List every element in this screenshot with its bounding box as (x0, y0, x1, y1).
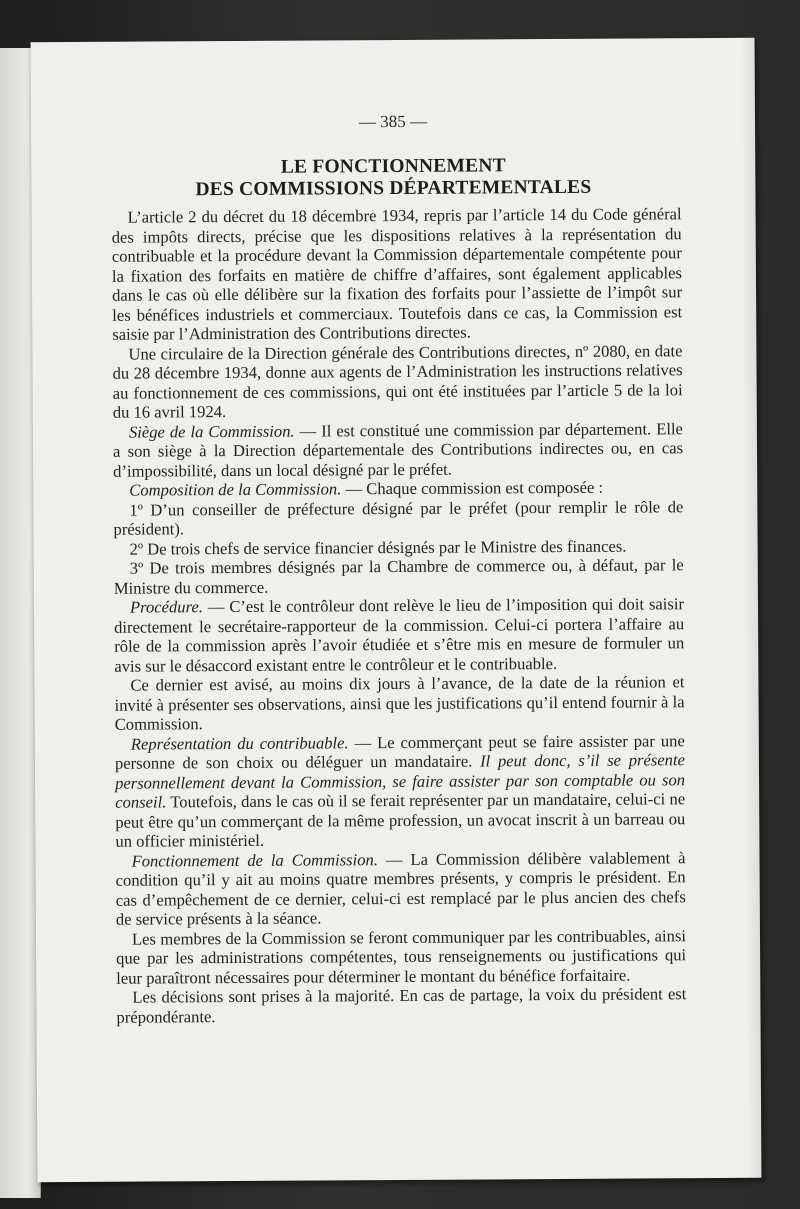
paragraph (113, 497, 683, 539)
paragraph (115, 731, 686, 851)
paragraph-text: L’article 2 du décret du 18 décembre 1934, repris par l’article 14 du Code général des impôts directs, précise que les dispositions relatives à la représentation du contribuable et la procédure devant la Commission départementale compétente pour la fixation des forfaits en matière de chiffre d’affaires, sont également applicables dans le cas où elle délibère sur la fixation des forfaits pour l’assiette de l’impôt sur les bénéfices industriels et commerciaux. Toutefois dans ce cas, la Commission est saisie par l’Administration des Contributions directes. (111, 204, 683, 344)
paragraph-text-after: Toutefois, dans le cas où il se ferait représenter par un mandataire, celui-ci ne peut être qu’un commerçant de la même profession, un avocat inscrit à un barreau ou un officier ministériel. (115, 789, 686, 851)
paragraph-text: 1º D’un conseiller de préfecture désigné par le préfet (pour remplir le rôle de président). (113, 496, 684, 539)
paragraph-text: Une circulaire de la Direction générale des Contributions directes, nº 2080, en date du 28 décembre 1934, donne aux agents de l’Administration les instructions relatives au fonctionnement de ces commissions, qui ont été instituées par l’article 5 de la loi du 16 avril 1924. (112, 340, 683, 422)
paragraph-lead: Siège de la Commission. (128, 421, 295, 442)
paragraph-text: — Il est constitué une commission par département. Elle a son siège à la Direction départementale des Contributions indirectes ou, en cas d’impossibilité, dans un local désigné par le préfet. (112, 418, 684, 481)
paragraph (112, 341, 682, 422)
paragraph-lead: Procédure. (129, 597, 204, 617)
paragraph (115, 848, 685, 929)
paragraph-lead: Fonctionnement de la Commission. (131, 849, 379, 871)
paragraph (116, 984, 686, 1026)
paragraph-lead: Représentation du contribuable. (130, 732, 349, 754)
paragraph-italic-tail: Il peut donc, s’il se présente personnellement devant la Commission, se faire assister par son comptable ou son conseil. (114, 750, 686, 812)
paragraph-text: — Le commerçant peut se faire assister par une personne de son choix ou déléguer un mandataire. (114, 730, 685, 773)
paragraph-text: Les décisions sont prises à la majorité. En cas de partage, la voix du président est prépondérante. (116, 984, 687, 1027)
paragraph-text: Ce dernier est avisé, au moins dix jours à l’avance, de la date de la réunion et invité à présenter ses observations, ainsi que les justifications qu’il entend fournir à la Commission. (114, 672, 685, 734)
paragraph-text: — Chaque commission est composée : (341, 477, 604, 499)
paragraph (114, 594, 684, 675)
paragraph-text: 2º De trois chefs de service financier désignés par le Ministre des finances. (129, 536, 627, 559)
title-line-1: LE FONCTIONNEMENT (280, 155, 506, 178)
paragraph (113, 419, 683, 481)
paragraph-text: — La Commission délibère valablement à condition qu’il y ait au moins quatre membres présents, y compris le président. En cas d’empêchement de ce dernier, celui-ci est remplacé par le plus ancien des chefs de service présents à la séance. (115, 847, 686, 929)
document-page (31, 38, 762, 1182)
title-line-2: DES COMMISSIONS DÉPARTEMENTALES (195, 176, 592, 201)
body-text (112, 204, 687, 1026)
paragraph (114, 555, 684, 597)
paragraph (112, 204, 683, 344)
paragraph-text: Les membres de la Commission se feront communiquer par les contribuables, ainsi que par les administrations compétentes, tous renseignements ou justifications qui leur paraîtront nécessaires pour déterminer le montant du bénéfice forfaitaire. (116, 925, 687, 988)
page-number: — 385 — (358, 111, 428, 132)
paragraph-lead: Composition de la Commission. (129, 479, 342, 500)
document-title (31, 154, 755, 202)
paragraph (116, 926, 686, 988)
paragraph (114, 672, 684, 734)
paragraph-text: 3º De trois membres désignés par la Chambre de commerce ou, à défaut, par le Ministre du commerce. (113, 555, 684, 598)
paragraph-text: — C’est le contrôleur dont relève le lieu de l’imposition qui doit saisir directement le secrétaire-rapporteur de la commission. Celui-ci portera l’affaire au rôle de la commission après l’avoir étudiée et s’être mis en mesure de formuler un avis sur le désaccord existant entre le contrôleur et le contribuable. (114, 594, 685, 676)
